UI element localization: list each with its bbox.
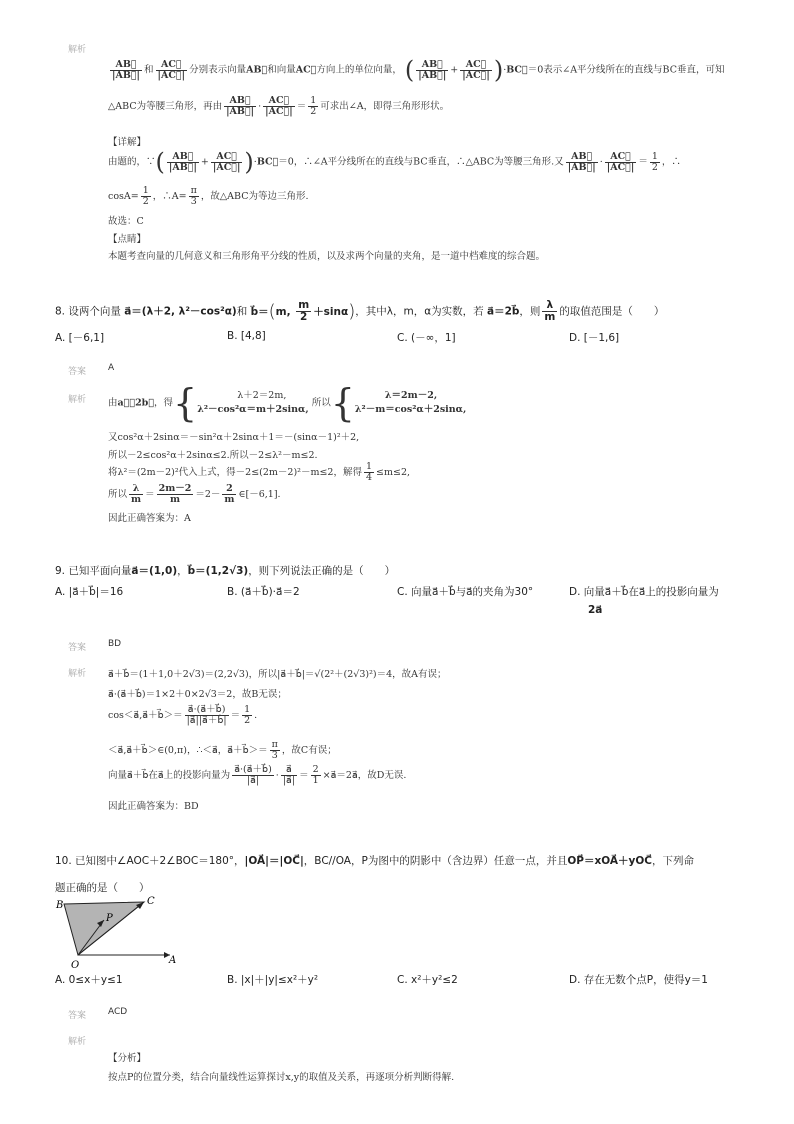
label-p: P bbox=[106, 913, 113, 924]
solution-line: cos＜a⃗,a⃗＋b⃗＞＝ $\frac{a⃗\cdot(a⃗+b⃗)}{|a⃗||a⃗+b⃗|}$ ＝ $\frac{1}{2}$ . bbox=[108, 704, 258, 726]
answer-value: ACD bbox=[108, 1007, 128, 1017]
q10-option-c[interactable]: C. x²＋y²≤2 bbox=[397, 974, 458, 986]
q10-option-b[interactable]: B. |x|＋|y|≤x²＋y² bbox=[227, 974, 319, 986]
q8-option-d[interactable]: D. [－1,6] bbox=[569, 332, 620, 344]
detail-heading: 【详解】 bbox=[108, 137, 147, 148]
solution-line: cosA= $\frac{1}{2}$ ，∴A= $\frac{\pi}{3}$ ，故△ABC为等边三角形. bbox=[108, 185, 309, 207]
q9-option-a[interactable]: A. |a⃗＋b⃗|＝16 bbox=[55, 586, 124, 598]
solution-line: a⃗·(a⃗＋b⃗)＝1×2＋0×2√3＝2，故B无误； bbox=[108, 689, 287, 700]
solution-line: 向量a⃗＋b⃗在a⃗上的投影向量为 $\frac{a⃗\cdot(a⃗+b⃗)}{|a⃗|}$ · $\frac{a⃗}{|a⃗|}$ ＝ $\frac{2}{1}$ ×a⃗＝2a⃗，故D无误. bbox=[108, 764, 407, 786]
question-9-stem: 9. 已知平面向量a⃗＝(1,0)，b⃗＝(1,2√3)，则下列说法正确的是（ ） bbox=[55, 565, 396, 577]
remark-text: 本题考查向量的几何意义和三角形角平分线的性质，以及求两个向量的夹角，是一道中档难度的综合题。 bbox=[108, 251, 546, 262]
analysis-label: 解析 bbox=[68, 1037, 87, 1047]
answer-label: 答案 bbox=[68, 367, 87, 377]
analysis-label: 解析 bbox=[68, 395, 87, 405]
q8-option-c[interactable]: C. (－∞，1] bbox=[397, 332, 456, 344]
solution-line: △ABC为等腰三角形，再由 $\frac{AB⃗}{|AB⃗|}$ · $\frac{AC⃗}{|AC⃗|}$ ＝ $\frac{1}{2}$ 可求出∠A，即得三角形形状。 bbox=[108, 95, 450, 117]
label-a: A bbox=[169, 955, 177, 966]
remark-heading: 【点睛】 bbox=[108, 234, 147, 245]
answer-label: 答案 bbox=[68, 1011, 87, 1021]
shaded-region bbox=[64, 902, 144, 955]
q10-option-d[interactable]: D. 存在无数个点P，使得y＝1 bbox=[569, 974, 708, 986]
solution-line: 因此正确答案为：BD bbox=[108, 801, 199, 812]
solution-line: 由a⃗＝2b⃗，得{ λ＋2＝2m, λ²－cos²α＝m＋2sinα, 所以{ λ＝2m－2, λ²－m＝cos²α＋2sinα, bbox=[108, 381, 467, 425]
choice-line: 故选：C bbox=[108, 216, 144, 227]
vector-figure bbox=[52, 892, 182, 972]
q8-option-b[interactable]: B. [4,8] bbox=[227, 330, 266, 342]
analysis-label: 解析 bbox=[68, 669, 87, 679]
answer-label: 答案 bbox=[68, 643, 87, 653]
label-c: C bbox=[147, 896, 155, 907]
solution-line: 所以 $\frac{\lambda}{m}$ ＝ $\frac{2m-2}{m}$ ＝2－ $\frac{2}{m}$ ∈[－6,1]. bbox=[108, 483, 281, 505]
solution-line: ＜a⃗,a⃗＋b⃗＞∈(0,π)，∴＜a⃗，a⃗＋b⃗＞＝ $\frac{\pi}{3}$ ，故C有误； bbox=[108, 739, 337, 761]
solution-line: $\frac{AB⃗}{|AB⃗|}$ 和 $\frac{AC⃗}{|AC⃗|}$ 分别表示向量AB⃗和向量AC⃗方向上的单位向量， ( $\frac{AB⃗}{|AB⃗|}$ + $\frac{AC⃗}{|AC⃗|}$ )·BC⃗＝0表示∠A平分线所在的直线与BC垂直，可知 bbox=[112, 56, 725, 84]
question-8-stem: 8. 设两个向量 a⃗＝(λ＋2, λ²－cos²α)和 b⃗＝(m, $\frac{m}{2}$ ＋sinα)，其中λ，m，α为实数，若 a⃗＝2b⃗，则 $\frac{\lambda}{m}$ 的取值范围是（ ） bbox=[55, 299, 665, 324]
answer-value: A bbox=[108, 363, 115, 373]
q9-option-d-tail: 2a⃗ bbox=[588, 604, 603, 616]
label-b: B bbox=[56, 900, 64, 911]
q9-option-d[interactable]: D. 向量a⃗＋b⃗在a⃗上的投影向量为 bbox=[569, 586, 719, 598]
question-10-stem: 10. 已知图中∠AOC＋2∠BOC＝180°，|OA⃗|＝|OC⃗|，BC//OA，P为图中的阴影中（含边界）任意一点，并且OP⃗＝xOA⃗＋yOC⃗，下列命 bbox=[55, 855, 694, 867]
solution-line: 将λ²＝(2m－2)²代入上式，得－2≤(2m－2)²－m≤2，解得 $\frac{1}{4}$ ≤m≤2, bbox=[108, 461, 411, 483]
label-o: O bbox=[71, 960, 80, 971]
answer-value: BD bbox=[108, 639, 122, 649]
analysis-text: 按点P的位置分类，结合向量线性运算探讨x,y的取值及关系，再逐项分析判断得解. bbox=[108, 1072, 455, 1083]
q8-option-a[interactable]: A. [－6,1] bbox=[55, 332, 105, 344]
analysis-heading: 【分析】 bbox=[108, 1053, 147, 1064]
solution-line: 又cos²α＋2sinα＝－sin²α＋2sinα＋1＝－(sinα－1)²＋2, bbox=[108, 432, 360, 443]
solution-line: 因此正确答案为：A bbox=[108, 513, 191, 524]
q9-option-b[interactable]: B. (a⃗＋b⃗)·a⃗＝2 bbox=[227, 586, 300, 598]
q10-option-a[interactable]: A. 0≤x＋y≤1 bbox=[55, 974, 123, 986]
question-10-stem-line2: 题正确的是（ ） bbox=[55, 882, 150, 894]
solution-line: 所以－2≤cos²α＋2sinα≤2.所以－2≤λ²－m≤2. bbox=[108, 450, 318, 461]
solution-line: a⃗＋b⃗＝(1＋1,0＋2√3)＝(2,2√3)，所以|a⃗＋b⃗|＝√(2²＋(2√3)²)＝4，故A有误； bbox=[108, 669, 447, 680]
q9-option-c[interactable]: C. 向量a⃗＋b⃗与a⃗的夹角为30° bbox=[397, 586, 534, 598]
solution-line: 由题的，∵( $\frac{AB⃗}{|AB⃗|}$ + $\frac{AC⃗}{|AC⃗|}$ )·BC⃗＝0，∴∠A平分线所在的直线与BC垂直，∴△ABC为等腰三角形.又 $\frac{AB⃗}{|AB⃗|}$ · $\frac{AC⃗}{|AC⃗|}$ ＝ $\frac{1}{2}$ ，∴ bbox=[108, 148, 681, 176]
analysis-label: 解析 bbox=[68, 45, 87, 55]
